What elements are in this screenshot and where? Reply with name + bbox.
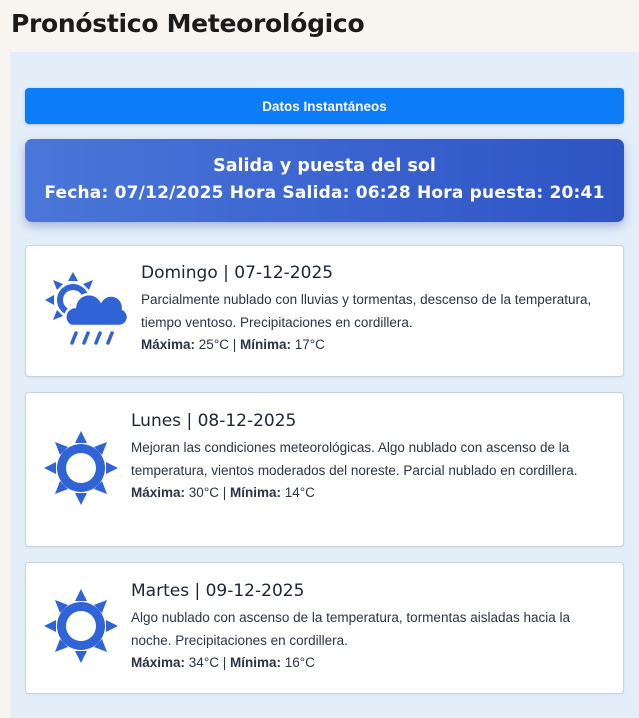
sunrise-sunset-title: Salida y puesta del sol	[213, 156, 436, 176]
forecast-card	[25, 245, 624, 377]
min-temp: 17°C	[294, 337, 325, 352]
forecast-day-title: Martes | 09-12-2025	[131, 581, 305, 601]
max-temp: 34°C	[188, 655, 219, 670]
temp-separator: |	[228, 337, 240, 352]
sunrise-sunset-times: Fecha: 07/12/2025 Hora Salida: 06:28 Hora puesta: 20:41	[44, 183, 605, 203]
sunrise-sunset-banner	[25, 139, 624, 222]
min-label: Mínima:	[229, 485, 281, 500]
forecast-card	[25, 562, 624, 694]
max-temp: 30°C	[188, 485, 219, 500]
forecast-card	[25, 392, 624, 547]
forecast-content	[131, 411, 611, 500]
forecast-temperatures	[131, 485, 611, 500]
min-label: Mínima:	[239, 337, 291, 352]
max-label: Máxima:	[131, 655, 186, 670]
max-label: Máxima:	[131, 485, 186, 500]
sun-cloud-rain-icon	[43, 270, 129, 352]
forecast-panel	[10, 52, 639, 718]
forecast-description: Algo nublado con ascenso de la temperatura, tormentas aisladas hacia la noche. Precipitaciones en cordillera.	[131, 610, 571, 648]
sun-icon	[44, 589, 118, 667]
instant-data-button[interactable]: Datos Instantáneos	[25, 88, 624, 124]
forecast-content	[141, 263, 611, 352]
min-temp: 14°C	[284, 485, 315, 500]
min-label: Mínima:	[229, 655, 281, 670]
sun-icon	[44, 431, 118, 509]
forecast-description: Parcialmente nublado con lluvias y tormentas, descenso de la temperatura, tiempo ventoso. Precipitaciones en cordillera.	[141, 292, 592, 330]
forecast-content	[131, 581, 611, 670]
page-title: Pronóstico Meteorológico	[11, 9, 365, 38]
forecast-day-title: Domingo | 07-12-2025	[141, 263, 334, 283]
forecast-day-title: Lunes | 08-12-2025	[131, 411, 297, 431]
max-temp: 25°C	[198, 337, 229, 352]
temp-separator: |	[218, 655, 230, 670]
forecast-temperatures	[141, 337, 611, 352]
temp-separator: |	[218, 485, 230, 500]
min-temp: 16°C	[284, 655, 315, 670]
forecast-temperatures	[131, 655, 611, 670]
forecast-description: Mejoran las condiciones meteorológicas. Algo nublado con ascenso de la temperatura, vientos moderados del noreste. Parcial nublado en cordillera.	[131, 440, 578, 478]
max-label: Máxima:	[141, 337, 196, 352]
